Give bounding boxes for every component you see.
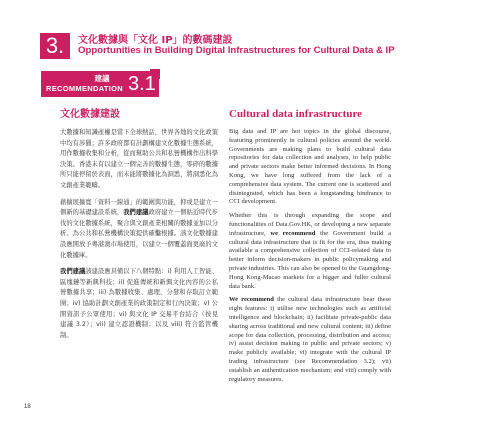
chinese-p2-emphasis: 我們建議 — [123, 209, 149, 217]
chinese-paragraph-1: 大數據和知識產權是當下全球熱話，世界各地的文化政策中均有涉獵；許多政府都有計劃構建文化數據生態系統，用作數據收集和分析，從而幫助公共和私營機構作出科學決策。香港未有以建立一個完善的數據生態，零碎的數據所只能停留於表面，而未能將數據化為洞悉，將洞悉化為文創產業範疇。 — [60, 129, 218, 189]
recommendation-corner-decoration — [150, 69, 160, 79]
english-column — [229, 107, 391, 389]
section-title-chinese: 文化數據與「文化 IP」的數碼建設 — [78, 35, 233, 46]
chinese-paragraph-3 — [60, 267, 218, 341]
recommendation-label-english: RECOMMENDATION — [46, 84, 123, 93]
english-paragraph-2 — [229, 212, 391, 291]
chinese-heading: 文化數據建設 — [60, 109, 120, 120]
chinese-p2-text-a: 藉擴展擴寬「資料一線通」的範圍與功能，抑或是建立一個新的基礎建設系統， — [60, 198, 218, 217]
english-heading: Cultural data infrastructure — [229, 108, 363, 120]
english-p2-text-c: the Government build a cultural data infrastructure that is fit for the era, thus making available a comprehensive collection of CCI-related data to better inform decision-makers in public policymaking and private industries. This can also be opened to the Guangdong-Hong Kong-Macao markets for a bigger and fuller cultural data bank. — [229, 229, 392, 290]
recommendation-number: 3.1 — [128, 73, 156, 95]
english-p2-emphasis: we recommend — [270, 229, 316, 237]
english-p2-text-a: Whether this is through expanding the scope and functionalities of Data.Gov.HK, or developing a new separate infrastructure, — [229, 212, 391, 237]
english-paragraph-1: Big data and IP are hot topics in the global discourse, featuring prominently in cultural policies around the world. Governments are making plans to build cultural data repositories for data collection and analyses, to help public and private sectors make better informed decisions. In Hong Kong, we have long suffered from the lack of a comprehensive data system. The current one is scattered and disintegrated, which has been a longstanding hindrance to CCI development. — [229, 128, 391, 206]
chinese-column — [60, 107, 218, 347]
recommendation-label-chinese: 建議 — [94, 74, 110, 83]
section-title-english: Opportunities in Building Digital Infrastructures for Cultural Data & IP — [78, 45, 395, 56]
section-number: 3. — [40, 33, 70, 59]
chinese-paragraph-2 — [60, 198, 218, 262]
english-p3-emphasis: We recommend — [229, 296, 274, 304]
chinese-p2-text-c: 政府建立一個貼近時代步伐的文化數據系統，聚合與文創產業相關的數據並加以分析。為公共和私營機構決策提供確鑿根據。該文化數據建設應開放予粵港澳市場使用，以建立一個覆蓋面更廣的文化數據庫。 — [60, 209, 219, 259]
english-p3-text: the cultural data infrastructure bear these eight features: i) utilise new technologies such as artificial intelligence and blockchain; ii) facilitate private-public data sharing across traditional and new cultural content; iii) define scope for data collection, processing, distribution and access; iv) assist decision making in public and private sectors; v) make publicly available; vi) integrate with the cultural IP trading infrastructure (see Recommendation 3.2); vii) establish an authentication mechanism; and viii) comply with regulatory measures. — [229, 296, 392, 383]
recommendation-badge — [41, 71, 159, 97]
english-paragraph-3 — [229, 296, 391, 384]
chinese-p3-text: 該建設應具備以下八個特點：i) 利用人工智能、區塊鏈等新興科技；ii) 促進傳統和新興文化內容的公私營數據共享；iii) 為數據收集、處理、分發和存取訂立範圍；iv) 協助計劃文創產業的政策制定和行內決策；v) 公開資訊予公眾使用；vi) 與文化 IP 交易平台結合（按見建議 3.2）；vii) 建立認證機制；以及 viii) 符合監管機制。 — [60, 268, 218, 339]
page-number: 18 — [24, 404, 31, 410]
chinese-p3-emphasis: 我們建議 — [60, 268, 86, 276]
